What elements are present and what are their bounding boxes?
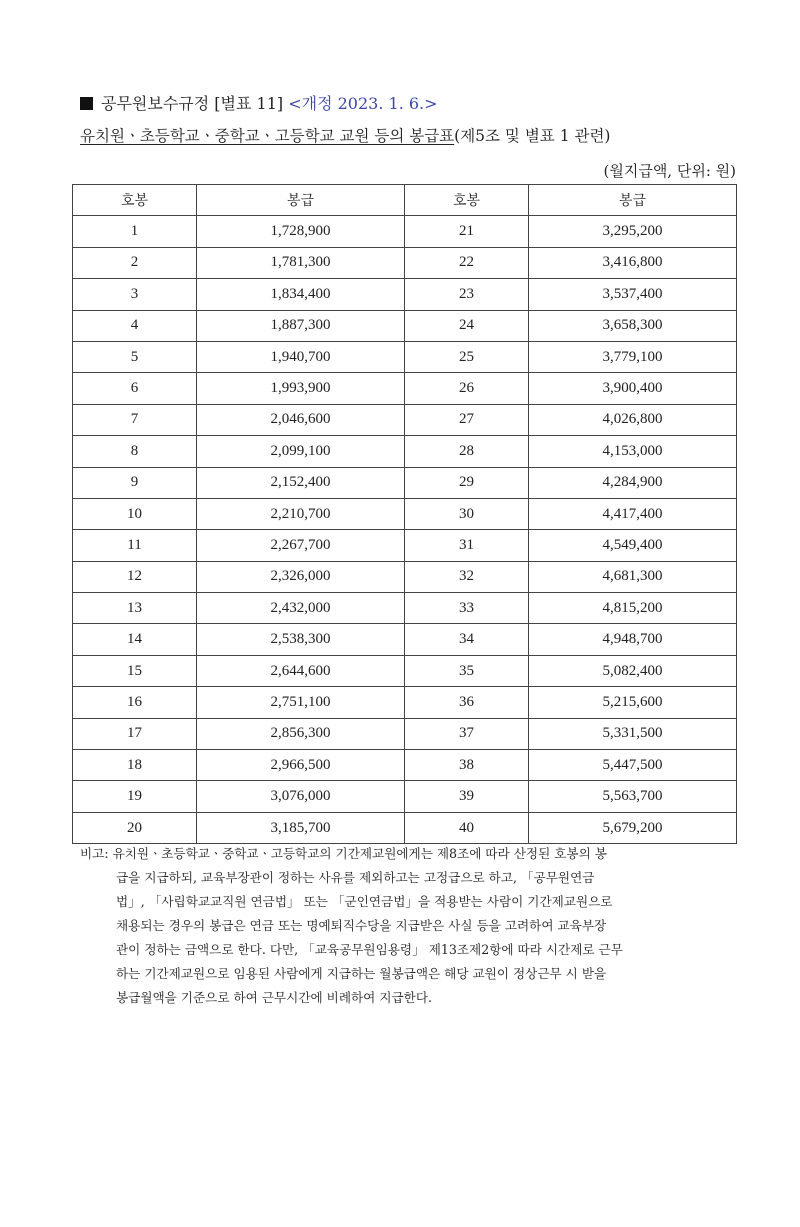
remarks-line: 법」, 「사립학교교직원 연금법」 또는 「군인연금법」을 적용받는 사람이 기간제교원으로 [116,894,613,909]
salary-cell: 5,447,500 [529,750,737,781]
step-cell: 13 [73,593,197,624]
salary-cell: 1,887,300 [197,310,405,341]
remarks-line: 봉급월액을 기준으로 하여 근무시간에 비례하여 지급한다. [116,990,432,1005]
salary-cell: 3,658,300 [529,310,737,341]
table-row [73,341,737,372]
salary-cell: 2,538,300 [197,624,405,655]
salary-cell: 3,779,100 [529,341,737,372]
square-bullet-icon [80,97,93,110]
salary-cell: 3,900,400 [529,373,737,404]
remarks-line: 관이 정하는 금액으로 한다. 다만, 「교육공무원임용령」 제13조제2항에 따라 시간제로 근무 [116,942,623,957]
step-cell: 26 [405,373,529,404]
step-cell: 1 [73,216,197,247]
salary-cell: 5,082,400 [529,655,737,686]
salary-cell: 3,416,800 [529,247,737,278]
step-cell: 21 [405,216,529,247]
table-title-main: 유치원ㆍ초등학교ㆍ중학교ㆍ고등학교 교원 등의 봉급표 [80,127,455,145]
salary-cell: 1,728,900 [197,216,405,247]
table-header-row [73,185,737,216]
column-header-step: 호봉 [73,185,197,216]
step-cell: 5 [73,341,197,372]
step-cell: 25 [405,341,529,372]
salary-cell: 5,331,500 [529,718,737,749]
table-row [73,467,737,498]
remarks-line: 급을 지급하되, 교육부장관이 정하는 사유를 제외하고는 고정급으로 하고, 「공무원연금 [116,870,595,885]
salary-cell: 2,966,500 [197,750,405,781]
step-cell: 2 [73,247,197,278]
salary-cell: 2,326,000 [197,561,405,592]
salary-cell: 1,940,700 [197,341,405,372]
table-row [73,436,737,467]
table-row [73,655,737,686]
salary-cell: 4,026,800 [529,404,737,435]
table-title [80,124,610,148]
table-row [73,373,737,404]
step-cell: 27 [405,404,529,435]
step-cell: 20 [73,812,197,843]
salary-cell: 4,417,400 [529,498,737,529]
table-row [73,687,737,718]
step-cell: 16 [73,687,197,718]
table-row [73,812,737,843]
table-row [73,279,737,310]
salary-cell: 2,432,000 [197,593,405,624]
salary-cell: 4,948,700 [529,624,737,655]
salary-cell: 3,185,700 [197,812,405,843]
regulation-title: 공무원보수규정 [별표 11] [101,94,284,113]
column-header-salary: 봉급 [197,185,405,216]
step-cell: 31 [405,530,529,561]
remarks-line: 비고: 유치원ㆍ초등학교ㆍ중학교ㆍ고등학교의 기간제교원에게는 제8조에 따라 산정된 호봉의 봉 [80,846,607,861]
step-cell: 23 [405,279,529,310]
step-cell: 30 [405,498,529,529]
table-row [73,593,737,624]
step-cell: 36 [405,687,529,718]
salary-cell: 5,563,700 [529,781,737,812]
table-row [73,718,737,749]
step-cell: 35 [405,655,529,686]
step-cell: 37 [405,718,529,749]
table-title-suffix: (제5조 및 별표 1 관련) [454,127,611,145]
step-cell: 4 [73,310,197,341]
table-row [73,561,737,592]
table-row [73,310,737,341]
table-row [73,404,737,435]
salary-cell: 1,993,900 [197,373,405,404]
step-cell: 11 [73,530,197,561]
step-cell: 14 [73,624,197,655]
salary-cell: 2,210,700 [197,498,405,529]
step-cell: 33 [405,593,529,624]
table-row [73,247,737,278]
table-row [73,216,737,247]
table-row [73,498,737,529]
salary-cell: 4,153,000 [529,436,737,467]
step-cell: 40 [405,812,529,843]
step-cell: 7 [73,404,197,435]
step-cell: 22 [405,247,529,278]
step-cell: 9 [73,467,197,498]
step-cell: 34 [405,624,529,655]
salary-cell: 2,152,400 [197,467,405,498]
step-cell: 39 [405,781,529,812]
step-cell: 17 [73,718,197,749]
column-header-step: 호봉 [405,185,529,216]
step-cell: 3 [73,279,197,310]
salary-cell: 1,781,300 [197,247,405,278]
step-cell: 29 [405,467,529,498]
salary-cell: 4,815,200 [529,593,737,624]
table-row [73,624,737,655]
salary-cell: 5,215,600 [529,687,737,718]
step-cell: 8 [73,436,197,467]
salary-cell: 1,834,400 [197,279,405,310]
document-header [80,92,438,116]
unit-label: (월지급액, 단위: 원) [603,162,736,180]
salary-cell: 2,046,600 [197,404,405,435]
salary-cell: 4,549,400 [529,530,737,561]
remarks-line: 채용되는 경우의 봉급은 연금 또는 명예퇴직수당을 지급받은 사실 등을 고려하여 교육부장 [116,918,607,933]
table-row [73,750,737,781]
step-cell: 38 [405,750,529,781]
salary-cell: 2,751,100 [197,687,405,718]
remarks-line: 하는 기간제교원으로 임용된 사람에게 지급하는 월봉급액은 해당 교원이 정상근무 시 받을 [116,966,607,981]
remarks-note [80,842,736,1010]
step-cell: 32 [405,561,529,592]
salary-table-body [73,216,737,844]
salary-cell: 3,295,200 [529,216,737,247]
step-cell: 12 [73,561,197,592]
step-cell: 6 [73,373,197,404]
salary-cell: 5,679,200 [529,812,737,843]
revision-date: <개정 2023. 1. 6.> [288,94,438,113]
salary-cell: 2,644,600 [197,655,405,686]
salary-table [72,184,737,844]
salary-cell: 2,099,100 [197,436,405,467]
step-cell: 10 [73,498,197,529]
step-cell: 19 [73,781,197,812]
step-cell: 24 [405,310,529,341]
table-row [73,530,737,561]
step-cell: 28 [405,436,529,467]
salary-cell: 2,267,700 [197,530,405,561]
step-cell: 15 [73,655,197,686]
table-row [73,781,737,812]
step-cell: 18 [73,750,197,781]
column-header-salary: 봉급 [529,185,737,216]
salary-cell: 2,856,300 [197,718,405,749]
salary-cell: 4,681,300 [529,561,737,592]
salary-cell: 3,537,400 [529,279,737,310]
salary-cell: 4,284,900 [529,467,737,498]
salary-cell: 3,076,000 [197,781,405,812]
